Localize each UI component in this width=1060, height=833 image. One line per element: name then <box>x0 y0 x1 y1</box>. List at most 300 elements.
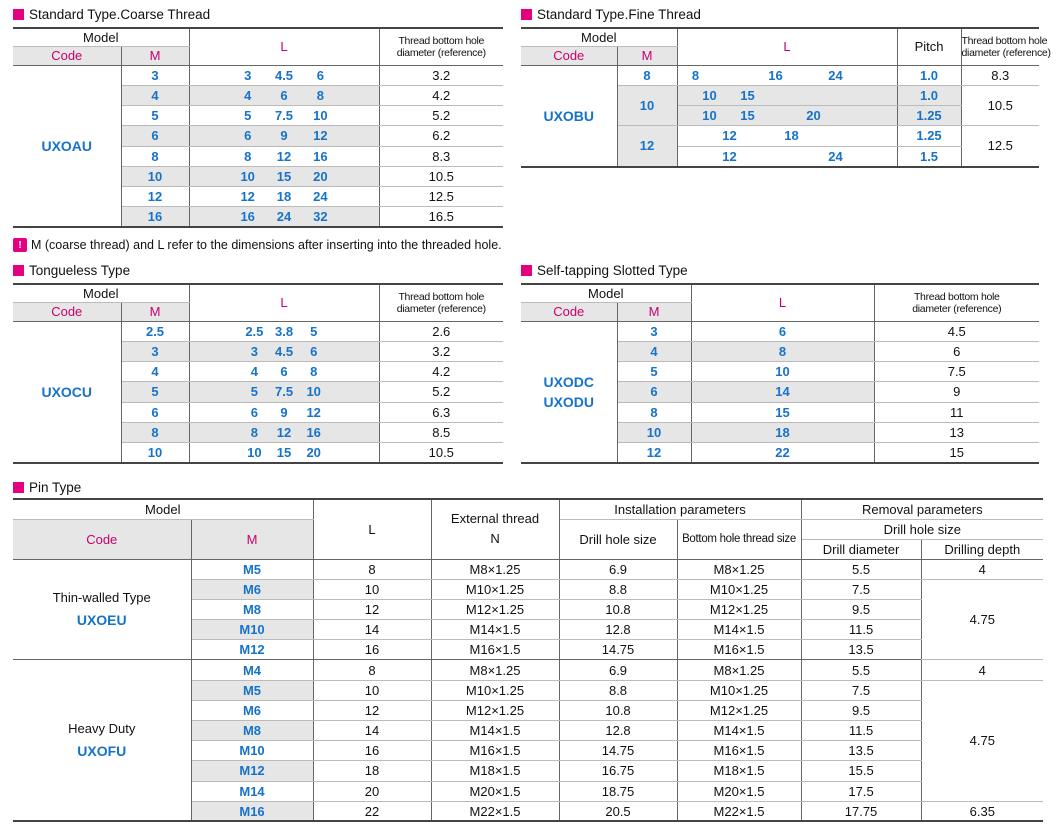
hole-diameter-cell: 11 <box>874 402 1039 422</box>
m-cell: 10 <box>617 85 677 126</box>
hole-diameter-cell: 10.5 <box>961 85 1039 126</box>
m-cell: 2.5 <box>121 321 189 341</box>
l-cell: 14 <box>313 620 431 640</box>
l-value: 15 <box>276 168 292 184</box>
l-values <box>190 445 379 460</box>
hole-diameter-cell: 10.5 <box>379 443 503 463</box>
m-cell: M6 <box>191 700 313 720</box>
drill-diameter-cell: 9.5 <box>801 599 921 619</box>
pitch-cell: 1.0 <box>897 85 961 105</box>
l-cell: 14 <box>691 382 874 402</box>
bottom-thread-cell: M10×1.25 <box>677 680 801 700</box>
section-title: Tongueless Type <box>13 261 503 279</box>
l-values <box>190 384 379 399</box>
m-header: M <box>617 46 677 65</box>
l-cell <box>189 65 379 85</box>
l-value: 8 <box>244 148 252 164</box>
external-thread-cell: M10×1.25 <box>431 579 559 599</box>
l-value: 3 <box>244 67 252 83</box>
m-cell: 6 <box>121 126 189 146</box>
m-cell: 5 <box>121 106 189 126</box>
m-cell: M10 <box>191 620 313 640</box>
l-value: 12 <box>276 148 292 164</box>
l-values <box>190 68 379 83</box>
product-code: UXOAU <box>13 65 121 227</box>
bottom-thread-cell: M16×1.5 <box>677 640 801 660</box>
drill-hole-cell: 6.9 <box>559 660 677 680</box>
removal-header: Removal parameters <box>801 499 1043 519</box>
m-header: M <box>121 46 189 65</box>
square-bullet-icon <box>13 482 24 493</box>
hole-diameter-cell: 10.5 <box>379 166 503 186</box>
l-cell <box>189 166 379 186</box>
drill-diameter-cell: 11.5 <box>801 721 921 741</box>
m-cell: 4 <box>121 85 189 105</box>
m-cell: 4 <box>617 341 691 361</box>
l-cell <box>189 187 379 207</box>
l-cell <box>189 382 379 402</box>
l-cell: 20 <box>313 781 431 801</box>
drill-diameter-cell: 5.5 <box>801 559 921 579</box>
code-header: Code <box>13 519 191 559</box>
l-value: 15 <box>740 108 755 124</box>
external-thread-cell: M12×1.25 <box>431 599 559 619</box>
l-value: 4.5 <box>274 343 294 359</box>
table-row <box>521 65 1039 85</box>
hole-diameter-cell: 8.3 <box>961 65 1039 85</box>
hole-diameter-cell: 9 <box>874 382 1039 402</box>
l-value: 10 <box>240 168 255 184</box>
model-header: Model <box>521 28 677 46</box>
drilling-depth-cell: 4 <box>921 559 1043 579</box>
external-thread-cell: M8×1.25 <box>431 559 559 579</box>
l-values <box>678 66 897 85</box>
l-cell: 16 <box>313 640 431 660</box>
hole-diameter-cell: 16.5 <box>379 207 503 227</box>
m-cell: 6 <box>617 382 691 402</box>
hole-diameter-cell: 13 <box>874 422 1039 442</box>
l-values <box>190 324 379 339</box>
m-cell: 3 <box>121 65 189 85</box>
l-cell <box>189 146 379 166</box>
model-header: Model <box>13 499 313 519</box>
code-header: Code <box>521 46 617 65</box>
l-value: 18 <box>276 189 292 205</box>
l-value: 5 <box>244 108 252 124</box>
code-header: Code <box>13 302 121 321</box>
m-cell: 5 <box>617 362 691 382</box>
m-cell: 6 <box>121 402 189 422</box>
tongueless-section <box>13 261 503 464</box>
drill-hole-cell: 12.8 <box>559 721 677 741</box>
l-cell <box>189 85 379 105</box>
drill-diameter-cell: 7.5 <box>801 579 921 599</box>
hole-diameter-cell: 12.5 <box>379 187 503 207</box>
external-thread-cell: M22×1.5 <box>431 801 559 821</box>
drill-hole-cell: 6.9 <box>559 559 677 579</box>
l-cell <box>189 402 379 422</box>
table-row <box>13 559 1043 579</box>
model-header: Model <box>13 284 189 302</box>
l-values <box>678 126 897 145</box>
bottom-thread-cell: M18×1.5 <box>677 761 801 781</box>
drill-diameter-cell: 13.5 <box>801 640 921 660</box>
l-value: 6 <box>310 343 318 359</box>
l-cell <box>189 362 379 382</box>
code-header: Code <box>13 46 121 65</box>
l-value: 15 <box>276 444 292 460</box>
hole-diameter-cell: 4.2 <box>379 85 503 105</box>
l-values <box>190 405 379 420</box>
hole-diameter-cell: 12.5 <box>961 126 1039 167</box>
l-cell <box>189 207 379 227</box>
m-cell: 8 <box>121 422 189 442</box>
l-value: 7.5 <box>274 384 294 400</box>
m-cell: 8 <box>617 402 691 422</box>
l-cell: 12 <box>313 700 431 720</box>
l-value: 10 <box>247 444 262 460</box>
hole-diameter-cell: 6.2 <box>379 126 503 146</box>
hole-diameter-header: Thread bottom hole diameter (reference) <box>379 284 503 321</box>
l-value: 16 <box>313 148 328 164</box>
pin-table <box>13 498 1043 822</box>
l-value: 4.5 <box>274 67 294 83</box>
l-cell <box>677 126 897 146</box>
hole-diameter-header: Thread bottom hole diameter (reference) <box>379 28 503 65</box>
l-values <box>190 425 379 440</box>
l-cell: 6 <box>691 321 874 341</box>
drill-diameter-cell: 7.5 <box>801 680 921 700</box>
model-header: Model <box>521 284 691 302</box>
hole-diameter-cell: 3.2 <box>379 341 503 361</box>
section-title: Self-tapping Slotted Type <box>521 261 1039 279</box>
external-thread-cell: M14×1.5 <box>431 620 559 640</box>
drill-hole-cell: 10.8 <box>559 700 677 720</box>
bottom-thread-cell: M8×1.25 <box>677 559 801 579</box>
drill-hole-size-header: Drill hole size <box>559 519 677 559</box>
table-row <box>13 65 503 85</box>
external-thread-cell: M16×1.5 <box>431 640 559 660</box>
coarse-section <box>13 5 503 228</box>
m-cell: M5 <box>191 559 313 579</box>
m-cell: 16 <box>121 207 189 227</box>
coarse-table <box>13 27 503 228</box>
l-value: 10 <box>306 384 321 400</box>
external-thread-cell: M20×1.5 <box>431 781 559 801</box>
m-cell: M5 <box>191 680 313 700</box>
l-cell <box>189 341 379 361</box>
drill-diameter-cell: 9.5 <box>801 700 921 720</box>
l-values <box>190 344 379 359</box>
drill-diameter-cell: 5.5 <box>801 660 921 680</box>
l-values <box>678 106 897 125</box>
fine-section <box>521 5 1051 168</box>
slotted-section <box>521 261 1039 464</box>
drilling-depth-cell: 4.75 <box>921 579 1043 660</box>
m-cell: 10 <box>617 422 691 442</box>
l-value: 6 <box>280 87 288 103</box>
l-value: 7.5 <box>274 108 294 124</box>
l-cell: 12 <box>313 599 431 619</box>
external-thread-cell: M12×1.25 <box>431 700 559 720</box>
l-value: 3.8 <box>274 323 294 339</box>
l-cell: 8 <box>691 341 874 361</box>
m-cell: 8 <box>617 65 677 85</box>
pin-section <box>13 478 1043 822</box>
l-value: 4 <box>250 364 258 380</box>
l-value: 24 <box>276 209 292 225</box>
l-value: 5 <box>250 384 258 400</box>
product-group: Thin-walled Type UXOEU <box>13 559 191 660</box>
m-cell: 3 <box>121 341 189 361</box>
bottom-thread-cell: M20×1.5 <box>677 781 801 801</box>
l-cell: 10 <box>313 579 431 599</box>
m-cell: 8 <box>121 146 189 166</box>
m-cell: M10 <box>191 741 313 761</box>
info-icon: ! <box>13 238 27 252</box>
bottom-thread-cell: M8×1.25 <box>677 660 801 680</box>
drill-diameter-cell: 17.75 <box>801 801 921 821</box>
drilling-depth-cell: 6.35 <box>921 801 1043 821</box>
drilling-depth-header: Drilling depth <box>921 539 1043 559</box>
table-row <box>521 321 1039 341</box>
m-header: M <box>617 302 691 321</box>
m-cell: 12 <box>121 187 189 207</box>
section-title: Standard Type.Coarse Thread <box>13 5 503 23</box>
hole-diameter-cell: 5.2 <box>379 106 503 126</box>
bottom-thread-cell: M12×1.25 <box>677 599 801 619</box>
l-value: 8 <box>691 67 700 83</box>
l-cell <box>189 422 379 442</box>
m-header: M <box>191 519 313 559</box>
m-cell: M4 <box>191 660 313 680</box>
external-thread-cell: M14×1.5 <box>431 721 559 741</box>
drill-hole-cell: 14.75 <box>559 741 677 761</box>
l-value: 6 <box>316 67 324 83</box>
fine-table <box>521 27 1051 168</box>
l-value: 6 <box>250 404 258 420</box>
m-cell: 5 <box>121 382 189 402</box>
l-value: 8 <box>316 87 324 103</box>
l-value: 4 <box>244 87 252 103</box>
l-header: L <box>677 28 897 65</box>
bottom-thread-cell: M16×1.5 <box>677 741 801 761</box>
l-cell: 22 <box>691 443 874 463</box>
hole-diameter-cell: 4.5 <box>874 321 1039 341</box>
l-value: 6 <box>280 364 288 380</box>
hole-diameter-cell: 5.2 <box>379 382 503 402</box>
drill-hole-cell: 12.8 <box>559 620 677 640</box>
external-thread-cell: M16×1.5 <box>431 741 559 761</box>
m-cell: M6 <box>191 579 313 599</box>
l-value: 20 <box>313 168 328 184</box>
l-header: L <box>189 284 379 321</box>
m-cell: 12 <box>617 443 691 463</box>
l-values <box>190 149 379 164</box>
m-cell: 10 <box>121 443 189 463</box>
drill-diameter-header: Drill diameter <box>801 539 921 559</box>
m-cell: M16 <box>191 801 313 821</box>
installation-header: Installation parameters <box>559 499 801 519</box>
l-value: 10 <box>313 108 328 124</box>
pitch-cell: 1.0 <box>897 65 961 85</box>
l-value: 16 <box>306 424 321 440</box>
hole-diameter-header: Thread bottom hole diameter (reference) <box>961 28 1039 65</box>
l-header: L <box>189 28 379 65</box>
l-value: 12 <box>722 148 737 164</box>
square-bullet-icon <box>521 265 532 276</box>
l-value: 20 <box>306 444 321 460</box>
slotted-table <box>521 283 1039 464</box>
drill-diameter-cell: 13.5 <box>801 741 921 761</box>
l-cell: 18 <box>313 761 431 781</box>
l-values <box>678 147 897 166</box>
dimension-note: ! M (coarse thread) and L refer to the dimensions after inserting into the threaded hole. <box>13 238 502 252</box>
m-cell: M12 <box>191 761 313 781</box>
l-value: 8 <box>310 364 318 380</box>
drill-diameter-cell: 17.5 <box>801 781 921 801</box>
l-value: 10 <box>702 108 717 124</box>
l-value: 12 <box>313 128 328 144</box>
l-cell: 18 <box>691 422 874 442</box>
bottom-thread-cell: M22×1.5 <box>677 801 801 821</box>
m-cell: M12 <box>191 640 313 660</box>
square-bullet-icon <box>521 9 532 20</box>
tongueless-table <box>13 283 503 464</box>
model-header: Model <box>13 28 189 46</box>
l-value: 10 <box>702 87 717 103</box>
l-value: 12 <box>306 404 321 420</box>
l-values <box>190 189 379 204</box>
m-cell: M14 <box>191 781 313 801</box>
pitch-cell: 1.25 <box>897 106 961 126</box>
table-row <box>13 660 1043 680</box>
bottom-thread-cell: M14×1.5 <box>677 620 801 640</box>
section-title: Pin Type <box>13 478 1043 496</box>
external-thread-cell: M10×1.25 <box>431 680 559 700</box>
drill-diameter-cell: 11.5 <box>801 620 921 640</box>
external-thread-cell: M8×1.25 <box>431 660 559 680</box>
square-bullet-icon <box>13 265 24 276</box>
l-value: 12 <box>240 189 255 205</box>
hole-diameter-cell: 2.6 <box>379 321 503 341</box>
hole-diameter-header: Thread bottom hole diameter (reference) <box>874 284 1039 321</box>
l-value: 9 <box>280 128 288 144</box>
drill-hole-cell: 18.75 <box>559 781 677 801</box>
l-header: L <box>313 499 431 559</box>
drill-diameter-cell: 15.5 <box>801 761 921 781</box>
l-values <box>190 169 379 184</box>
drilling-depth-cell: 4.75 <box>921 680 1043 801</box>
bottom-thread-cell: M12×1.25 <box>677 700 801 720</box>
drill-hole-cell: 20.5 <box>559 801 677 821</box>
l-value: 32 <box>313 209 328 225</box>
drill-hole-cell: 14.75 <box>559 640 677 660</box>
l-value: 15 <box>740 87 755 103</box>
removal-drill-hole-header: Drill hole size <box>801 519 1043 539</box>
l-cell <box>189 106 379 126</box>
l-cell <box>189 126 379 146</box>
l-cell <box>189 321 379 341</box>
hole-diameter-cell: 7.5 <box>874 362 1039 382</box>
product-group: Heavy Duty UXOFU <box>13 660 191 822</box>
l-value: 16 <box>768 67 783 83</box>
hole-diameter-cell: 8.5 <box>379 422 503 442</box>
m-cell: 4 <box>121 362 189 382</box>
drilling-depth-cell: 4 <box>921 660 1043 680</box>
hole-diameter-cell: 4.2 <box>379 362 503 382</box>
l-value: 12 <box>722 128 737 144</box>
l-value: 3 <box>250 343 258 359</box>
l-cell <box>677 106 897 126</box>
m-cell: 10 <box>121 166 189 186</box>
code-header: Code <box>521 302 617 321</box>
l-cell <box>677 65 897 85</box>
pitch-header: Pitch <box>897 28 961 65</box>
l-cell <box>189 443 379 463</box>
l-values <box>190 88 379 103</box>
l-values <box>190 364 379 379</box>
l-cell: 10 <box>313 680 431 700</box>
hole-diameter-cell: 15 <box>874 443 1039 463</box>
section-title: Standard Type.Fine Thread <box>521 5 1039 23</box>
l-value: 16 <box>240 209 255 225</box>
l-cell <box>677 146 897 167</box>
bottom-hole-thread-header: Bottom hole thread size <box>677 519 801 559</box>
l-cell: 10 <box>691 362 874 382</box>
l-value: 8 <box>250 424 258 440</box>
l-value: 20 <box>806 108 821 124</box>
l-values <box>190 108 379 123</box>
drill-hole-cell: 10.8 <box>559 599 677 619</box>
pitch-cell: 1.5 <box>897 146 961 167</box>
bottom-thread-cell: M10×1.25 <box>677 579 801 599</box>
pitch-cell: 1.25 <box>897 126 961 146</box>
l-cell: 22 <box>313 801 431 821</box>
hole-diameter-cell: 6.3 <box>379 402 503 422</box>
l-cell: 8 <box>313 559 431 579</box>
product-code: UXOBU <box>521 65 617 167</box>
l-cell: 15 <box>691 402 874 422</box>
m-header: M <box>121 302 189 321</box>
product-code: UXOCU <box>13 321 121 463</box>
l-header: L <box>691 284 874 321</box>
m-cell: 12 <box>617 126 677 167</box>
l-values <box>190 128 379 143</box>
l-values <box>190 209 379 224</box>
hole-diameter-cell: 8.3 <box>379 146 503 166</box>
drill-hole-cell: 8.8 <box>559 680 677 700</box>
square-bullet-icon <box>13 9 24 20</box>
m-cell: 3 <box>617 321 691 341</box>
l-value: 24 <box>313 189 328 205</box>
l-cell <box>677 85 897 105</box>
l-value: 5 <box>310 323 318 339</box>
l-value: 24 <box>828 67 843 83</box>
l-value: 6 <box>244 128 252 144</box>
l-cell: 8 <box>313 660 431 680</box>
m-cell: M8 <box>191 599 313 619</box>
hole-diameter-cell: 3.2 <box>379 65 503 85</box>
table-row <box>13 321 503 341</box>
l-cell: 14 <box>313 721 431 741</box>
drill-hole-cell: 8.8 <box>559 579 677 599</box>
l-cell: 16 <box>313 741 431 761</box>
product-code: UXODC UXODU <box>521 321 617 463</box>
external-thread-cell: M18×1.5 <box>431 761 559 781</box>
drill-hole-cell: 16.75 <box>559 761 677 781</box>
l-value: 9 <box>280 404 288 420</box>
